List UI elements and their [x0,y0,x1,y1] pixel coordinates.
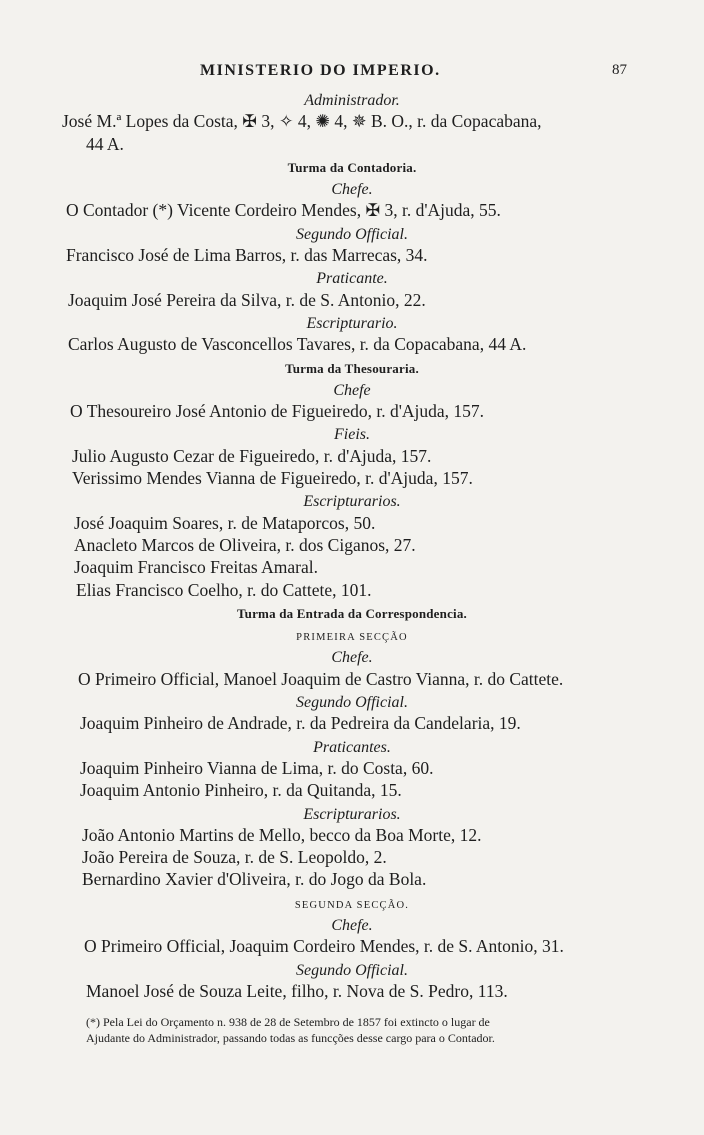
role-heading [0,958,704,980]
section-heading [0,601,704,623]
line-text: José Joaquim Soares, r. de Mataporcos, 50. [74,512,376,533]
footnote [86,1014,666,1046]
line-text: Francisco José de Lima Barros, r. das Marrecas, 34. [66,245,428,266]
entry-line [0,757,704,779]
role-heading [0,222,704,244]
line-text: Administrador. [304,92,400,109]
line-text: Joaquim José Pereira da Silva, r. de S. Antonio, 22. [68,289,426,310]
line-text: Praticante. [316,270,388,288]
line-text: Chefe. [331,181,373,199]
line-text: Elias Francisco Coelho, r. do Cattete, 101. [76,579,372,600]
line-text: João Antonio Martins de Mello, becco da Boa Morte, 12. [82,824,482,845]
line-text: Segundo Official. [296,961,408,979]
line-text: O Thesoureiro José Antonio de Figueiredo, r. d'Ajuda, 157. [70,401,485,422]
line-text: Chefe. [331,916,373,934]
role-heading [0,378,704,400]
subsection-heading [0,891,704,913]
running-title: MINISTERIO DO IMPERIO. [200,62,441,79]
entry-line [0,534,704,556]
line-text: Joaquim Antonio Pinheiro, r. da Quitanda, 15. [80,780,402,801]
entry-line [0,868,704,890]
entry-line [0,244,704,266]
entry-line [0,512,704,534]
page-number: 87 [612,62,627,78]
document-body [0,88,704,1002]
line-text: Anacleto Marcos de Oliveira, r. dos Ciganos, 27. [74,534,416,555]
entry-line [0,445,704,467]
entry-line [0,824,704,846]
line-text: João Pereira de Souza, r. de S. Leopoldo, 2. [82,847,387,868]
subsection-heading [0,623,704,645]
line-text: Verissimo Mendes Vianna de Figueiredo, r. d'Ajuda, 157. [72,468,473,489]
entry-line [0,579,704,601]
footnote-line: Ajudante do Administrador, passando todas as funcções desse cargo para o Contador. [86,1031,495,1045]
role-heading [0,489,704,511]
line-text: O Primeiro Official, Manoel Joaquim de Castro Vianna, r. do Cattete. [78,668,564,689]
line-text: Segundo Official. [296,225,408,243]
line-text: O Primeiro Official, Joaquim Cordeiro Mendes, r. de S. Antonio, 31. [84,936,564,957]
entry-line [0,333,704,355]
section-heading [0,155,704,177]
line-text: José M.ª Lopes da Costa, ✠ 3, ✧ 4, ✺ 4, ✵ B. O., r. da Copacabana, [62,111,542,132]
line-text: Joaquim Pinheiro Vianna de Lima, r. do Costa, 60. [80,757,434,778]
entry-line [0,199,704,221]
role-heading [0,177,704,199]
role-heading [0,802,704,824]
footnote-line: (*) Pela Lei do Orçamento n. 938 de 28 de Setembro de 1857 foi extincto o lugar de [86,1015,490,1029]
role-heading [0,266,704,288]
line-text: O Contador (*) Vicente Cordeiro Mendes, ✠ 3, r. d'Ajuda, 55. [66,200,501,221]
line-text: Julio Augusto Cezar de Figueiredo, r. d'Ajuda, 157. [72,445,432,466]
line-text: Bernardino Xavier d'Oliveira, r. do Jogo da Bola. [82,869,427,890]
line-text: Fieis. [334,426,370,444]
line-text: Turma da Contadoria. [287,159,417,175]
role-heading [0,645,704,667]
role-heading [0,88,704,110]
line-text: Turma da Entrada da Correspondencia. [236,605,468,621]
role-heading [0,690,704,712]
line-text: Escripturario. [306,314,398,332]
entry-line [0,289,704,311]
section-heading [0,356,704,378]
line-text: Chefe [333,381,371,399]
page-header [0,62,704,84]
line-text: PRIMEIRA SECÇÃO [296,632,408,644]
line-text: Joaquim Pinheiro de Andrade, r. da Pedreira da Candelaria, 19. [80,713,521,734]
role-heading [0,913,704,935]
role-heading [0,311,704,333]
entry-line [0,467,704,489]
line-text: Praticantes. [313,738,391,756]
line-text: Joaquim Francisco Freitas Amaral. [74,557,318,578]
role-heading [0,735,704,757]
entry-line [0,846,704,868]
line-text: Manoel José de Souza Leite, filho, r. Nova de S. Pedro, 113. [86,980,508,1001]
entry-line [0,668,704,690]
entry-line [0,712,704,734]
line-text: Turma da Thesouraria. [285,360,419,376]
entry-line [0,779,704,801]
line-text: Escripturarios. [303,805,401,823]
line-text: Escripturarios. [303,493,401,511]
entry-line [0,400,704,422]
entry-line [0,935,704,957]
line-text: SEGUNDA SECÇÃO. [294,899,410,911]
entry-line [0,110,704,132]
line-text: Carlos Augusto de Vasconcellos Tavares, r. da Copacabana, 44 A. [68,334,527,355]
line-text: 44 A. [86,133,124,154]
role-heading [0,422,704,444]
entry-line [0,980,704,1002]
entry-line [0,133,704,155]
line-text: Chefe. [331,649,373,667]
entry-line [0,556,704,578]
line-text: Segundo Official. [296,694,408,712]
